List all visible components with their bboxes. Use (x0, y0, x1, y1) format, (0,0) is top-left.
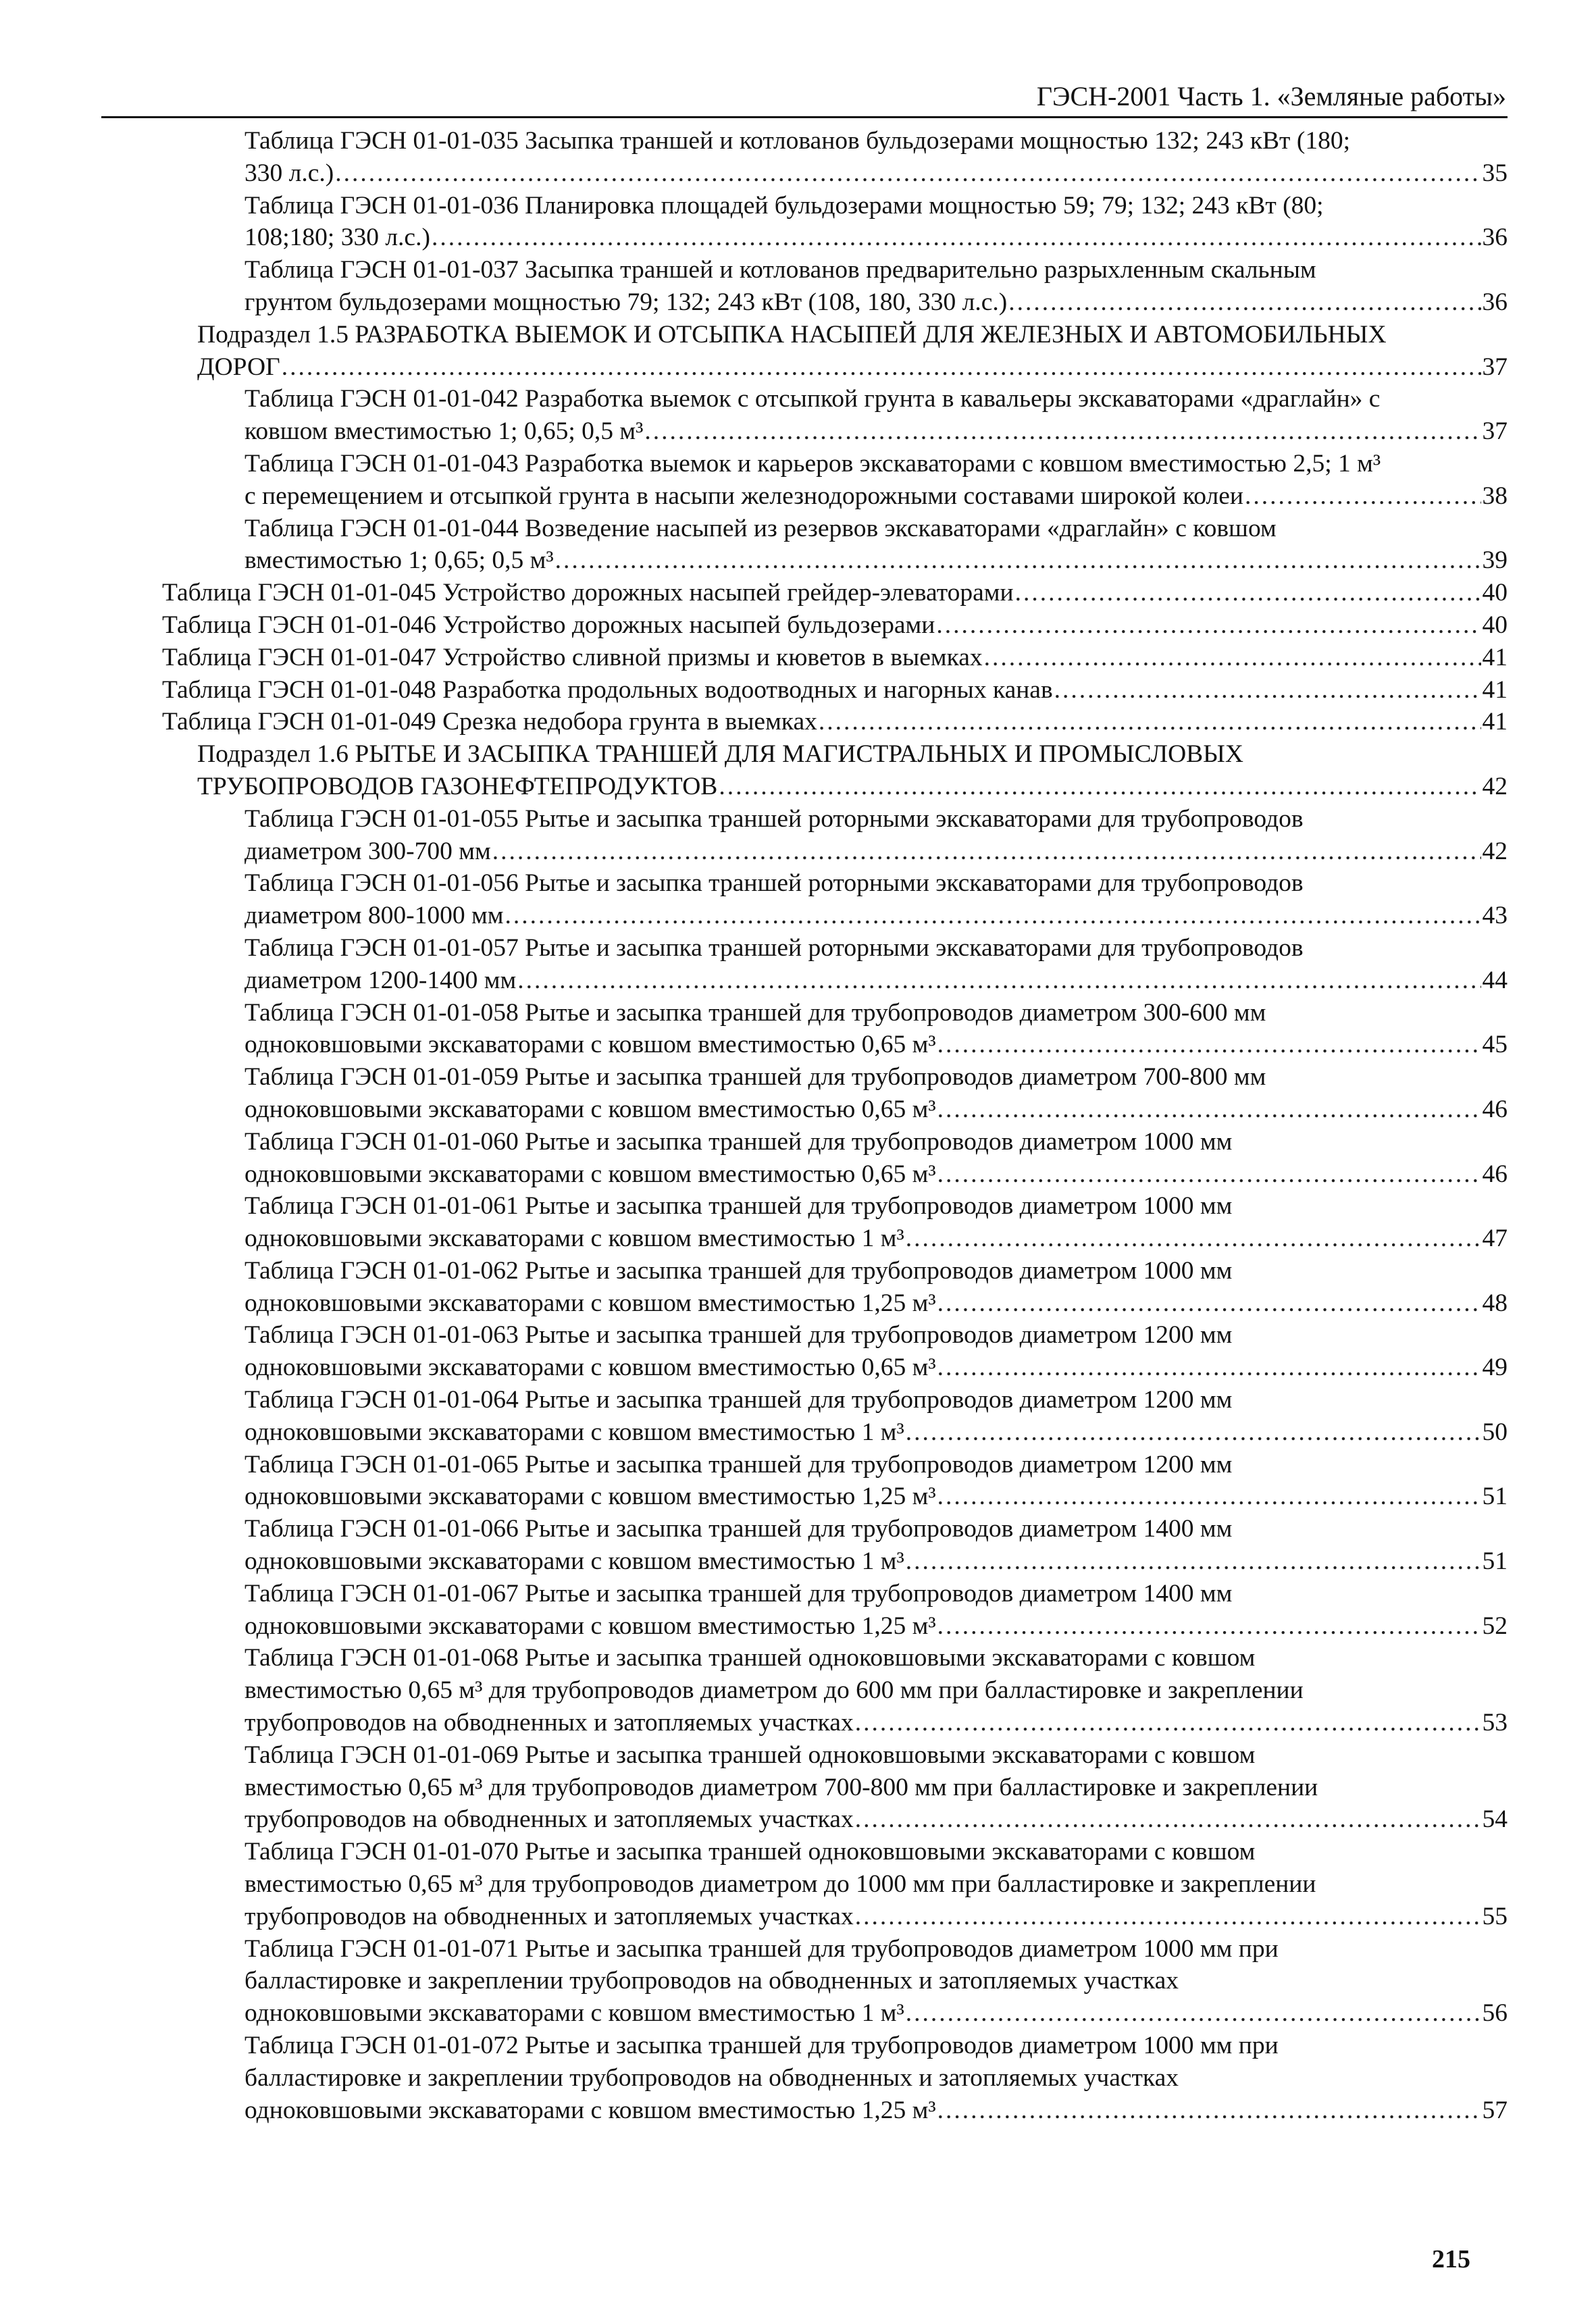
toc-page-number: 37 (1482, 417, 1508, 446)
header-rule (101, 116, 1508, 118)
toc-entry-text-line: одноковшовыми экскаваторами с ковшом вместимостью 1 м³ (244, 1547, 904, 1576)
toc-page-number: 51 (1482, 1483, 1508, 1511)
toc-entry-text-line: Таблица ГЭСН 01-01-049 Срезка недобора грунта в выемках (162, 708, 817, 736)
toc-entry-text-line: вместимостью 0,65 м³ для трубопроводов диаметром до 600 мм при балластировке и закреплении (244, 1676, 1304, 1705)
toc-subsection[interactable] (101, 319, 1508, 384)
toc-page-number: 45 (1482, 1031, 1508, 1059)
toc-entry-text-line: Таблица ГЭСН 01-01-064 Рытье и засыпка траншей для трубопроводов диаметром 1200 мм (244, 1386, 1233, 1414)
toc-page-number: 36 (1482, 224, 1508, 252)
dot-leader (1008, 286, 1481, 319)
toc-entry-text-line: одноковшовыми экскаваторами с ковшом вместимостью 0,65 м³ (244, 1354, 936, 1382)
toc-entry[interactable] (101, 254, 1508, 319)
toc-entry-text-line: балластировке и закреплении трубопроводов на обводненных и затопляемых участках (244, 1967, 1179, 1995)
toc-entry-text-line: одноковшовыми экскаваторами с ковшом вместимостью 0,65 м³ (244, 1031, 936, 1059)
toc-entry-text-line: одноковшовыми экскаваторами с ковшом вместимостью 1,25 м³ (244, 1289, 936, 1317)
dot-leader (855, 1803, 1481, 1836)
toc-entry-text-line: Таблица ГЭСН 01-01-070 Рытье и засыпка траншей одноковшовыми экскаваторами с ковшом (244, 1838, 1256, 1866)
toc-page-number: 46 (1482, 1095, 1508, 1123)
dot-leader (432, 222, 1481, 254)
toc-entry[interactable] (101, 997, 1508, 1062)
dot-leader (855, 1901, 1481, 1933)
toc-page-number: 46 (1482, 1160, 1508, 1188)
toc-entry-text-line: Подраздел 1.5 РАЗРАБОТКА ВЫЕМОК И ОТСЫПКА НАСЫПЕЙ ДЛЯ ЖЕЛЕЗНЫХ И АВТОМОБИЛЬНЫХ (197, 320, 1387, 349)
dot-leader (984, 642, 1481, 674)
dot-leader (1054, 674, 1481, 706)
dot-leader (719, 771, 1481, 803)
dot-leader (644, 415, 1481, 448)
toc-entry-text-line: Таблица ГЭСН 01-01-069 Рытье и засыпка траншей одноковшовыми экскаваторами с ковшом (244, 1741, 1256, 1769)
toc-entry-text-line: Таблица ГЭСН 01-01-065 Рытье и засыпка траншей для трубопроводов диаметром 1200 мм (244, 1450, 1233, 1479)
toc-entry[interactable] (101, 867, 1508, 932)
toc-entry[interactable] (101, 1061, 1508, 1126)
toc-entry[interactable] (101, 1255, 1508, 1320)
toc-page-number: 49 (1482, 1354, 1508, 1382)
dot-leader (937, 1287, 1481, 1320)
toc-entry[interactable] (101, 513, 1508, 577)
toc-entry-text-line: Таблица ГЭСН 01-01-045 Устройство дорожных насыпей грейдер-элеваторами (162, 579, 1014, 607)
toc-page-number: 44 (1482, 966, 1508, 994)
dot-leader (1245, 480, 1481, 513)
toc-entry[interactable] (101, 1642, 1508, 1739)
toc-page-number: 48 (1482, 1289, 1508, 1317)
toc-page-number: 41 (1482, 708, 1508, 736)
toc-entry[interactable] (101, 706, 1508, 738)
toc-page-number: 41 (1482, 643, 1508, 671)
toc-entry[interactable] (101, 190, 1508, 255)
toc-page-number: 37 (1482, 353, 1508, 381)
toc-entry-text-line: одноковшовыми экскаваторами с ковшом вместимостью 0,65 м³ (244, 1095, 936, 1123)
dot-leader (505, 900, 1481, 932)
toc-entry-text-line: Подраздел 1.6 РЫТЬЕ И ЗАСЫПКА ТРАНШЕЙ ДЛЯ МАГИСТРАЛЬНЫХ И ПРОМЫСЛОВЫХ (197, 740, 1243, 769)
dot-leader (906, 1416, 1481, 1449)
toc-entry-text-line: диаметром 1200-1400 мм (244, 966, 517, 994)
toc-entry-text-line: одноковшовыми экскаваторами с ковшом вместимостью 0,65 м³ (244, 1160, 936, 1188)
toc-entry-text-line: Таблица ГЭСН 01-01-043 Разработка выемок и карьеров экскаваторами с ковшом вместимостью 2,5; 1 м³ (244, 449, 1381, 478)
dot-leader (855, 1707, 1481, 1739)
toc-entry-text-line: 108;180; 330 л.с.) (244, 224, 430, 252)
toc-entry[interactable] (101, 125, 1508, 190)
toc-page-number: 50 (1482, 1418, 1508, 1446)
toc-page-number: 40 (1482, 579, 1508, 607)
dot-leader (282, 351, 1481, 384)
toc-entry-text-line: Таблица ГЭСН 01-01-058 Рытье и засыпка траншей для трубопроводов диаметром 300-600 мм (244, 998, 1266, 1027)
toc-entry[interactable] (101, 1319, 1508, 1384)
toc-page-number: 35 (1482, 159, 1508, 187)
dot-leader (937, 1094, 1481, 1126)
toc-entry-text-line: вместимостью 0,65 м³ для трубопроводов диаметром 700-800 мм при балластировке и закреплении (244, 1773, 1318, 1801)
toc-entry[interactable] (101, 1449, 1508, 1514)
dot-leader (937, 1610, 1481, 1643)
toc-entry-text-line: диаметром 300-700 мм (244, 837, 491, 865)
toc-entry-text-line: вместимостью 1; 0,65; 0,5 м³ (244, 546, 554, 575)
toc-entry-text-line: одноковшовыми экскаваторами с ковшом вместимостью 1 м³ (244, 1225, 904, 1253)
toc-entry-text-line: Таблица ГЭСН 01-01-035 Засыпка траншей и котлованов бульдозерами мощностью 132; 243 кВт (180; (244, 127, 1350, 155)
toc-entry[interactable] (101, 932, 1508, 997)
toc-entry-text-line: Таблица ГЭСН 01-01-060 Рытье и засыпка траншей для трубопроводов диаметром 1000 мм (244, 1127, 1233, 1156)
toc-entry-text-line: одноковшовыми экскаваторами с ковшом вместимостью 1,25 м³ (244, 2096, 936, 2124)
toc-entry[interactable] (101, 1513, 1508, 1578)
dot-leader (937, 2094, 1481, 2127)
toc-page-number: 54 (1482, 1805, 1508, 1834)
toc-entry-text-line: Таблица ГЭСН 01-01-072 Рытье и засыпка траншей для трубопроводов диаметром 1000 мм при (244, 2032, 1279, 2060)
toc-entry-text-line: с перемещением и отсыпкой грунта в насыпи железнодорожными составами широкой колеи (244, 482, 1243, 510)
dot-leader (555, 544, 1481, 577)
toc-entry-text-line: трубопроводов на обводненных и затопляемых участках (244, 1805, 854, 1834)
toc-entry[interactable] (101, 674, 1508, 706)
toc-entry-text-line: Таблица ГЭСН 01-01-042 Разработка выемок с отсыпкой грунта в кавальеры экскаваторами «драглайн» с (244, 385, 1381, 413)
toc-entry[interactable] (101, 448, 1508, 513)
page-number: 215 (1432, 2245, 1470, 2273)
dot-leader (937, 1352, 1481, 1384)
dot-leader (937, 1481, 1481, 1513)
toc-entry-text-line: одноковшовыми экскаваторами с ковшом вместимостью 1 м³ (244, 1999, 904, 2028)
toc-entry[interactable] (101, 609, 1508, 642)
toc-subsection[interactable] (101, 738, 1508, 803)
toc-page-number: 55 (1482, 1902, 1508, 1930)
toc-page-number: 47 (1482, 1225, 1508, 1253)
toc-page-number: 43 (1482, 902, 1508, 930)
toc-page-number: 38 (1482, 482, 1508, 510)
toc-entry-text-line: одноковшовыми экскаваторами с ковшом вместимостью 1,25 м³ (244, 1612, 936, 1640)
dot-leader (517, 965, 1481, 997)
toc-entry[interactable] (101, 1836, 1508, 1932)
dot-leader (492, 835, 1481, 868)
running-header: ГЭСН-2001 Часть 1. «Земляные работы» (1036, 81, 1506, 111)
toc-page-number: 56 (1482, 1999, 1508, 2028)
toc-entry-text-line: Таблица ГЭСН 01-01-066 Рытье и засыпка траншей для трубопроводов диаметром 1400 мм (244, 1515, 1233, 1543)
toc-entry-text-line: вместимостью 0,65 м³ для трубопроводов диаметром до 1000 мм при балластировке и закреплении (244, 1870, 1316, 1899)
table-of-contents (101, 125, 1508, 2126)
toc-entry[interactable] (101, 1190, 1508, 1255)
dot-leader (906, 1997, 1481, 2030)
toc-entry-text-line: Таблица ГЭСН 01-01-063 Рытье и засыпка траншей для трубопроводов диаметром 1200 мм (244, 1321, 1233, 1349)
dot-leader (906, 1223, 1481, 1255)
toc-page-number: 41 (1482, 675, 1508, 704)
toc-entry[interactable] (101, 642, 1508, 674)
toc-entry[interactable] (101, 2030, 1508, 2126)
toc-entry[interactable] (101, 1384, 1508, 1449)
toc-page-number: 42 (1482, 772, 1508, 800)
toc-entry-text-line: Таблица ГЭСН 01-01-062 Рытье и засыпка траншей для трубопроводов диаметром 1000 мм (244, 1256, 1233, 1285)
dot-leader (819, 706, 1481, 738)
toc-entry-text-line: балластировке и закреплении трубопроводов на обводненных и затопляемых участках (244, 2063, 1179, 2092)
toc-entry[interactable] (101, 803, 1508, 868)
toc-entry[interactable] (101, 1739, 1508, 1836)
toc-entry-text-line: Таблица ГЭСН 01-01-061 Рытье и засыпка траншей для трубопроводов диаметром 1000 мм (244, 1192, 1233, 1220)
toc-entry-text-line: одноковшовыми экскаваторами с ковшом вместимостью 1 м³ (244, 1418, 904, 1446)
toc-entry-text-line: трубопроводов на обводненных и затопляемых участках (244, 1902, 854, 1930)
dot-leader (936, 609, 1481, 642)
dot-leader (1015, 577, 1481, 609)
toc-entry-text-line: Таблица ГЭСН 01-01-068 Рытье и засыпка траншей одноковшовыми экскаваторами с ковшом (244, 1644, 1256, 1672)
toc-page-number: 57 (1482, 2096, 1508, 2124)
toc-entry-text-line: 330 л.с.) (244, 159, 334, 187)
toc-entry-text-line: Таблица ГЭСН 01-01-044 Возведение насыпей из резервов экскаваторами «драглайн» с ковшом (244, 514, 1277, 542)
toc-entry-text-line: Таблица ГЭСН 01-01-067 Рытье и засыпка траншей для трубопроводов диаметром 1400 мм (244, 1579, 1233, 1608)
toc-entry[interactable] (101, 577, 1508, 609)
dot-leader (937, 1158, 1481, 1191)
toc-entry-text-line: Таблица ГЭСН 01-01-047 Устройство сливной призмы и кюветов в выемках (162, 643, 983, 671)
dot-leader (937, 1029, 1481, 1061)
toc-entry[interactable] (101, 1578, 1508, 1643)
toc-page-number: 53 (1482, 1709, 1508, 1737)
toc-entry-text-line: Таблица ГЭСН 01-01-036 Планировка площадей бульдозерами мощностью 59; 79; 132; 243 кВт (80; (244, 191, 1324, 220)
toc-entry-text-line: диаметром 800-1000 мм (244, 902, 504, 930)
toc-entry-text-line: Таблица ГЭСН 01-01-057 Рытье и засыпка траншей роторными экскаваторами для трубопроводов (244, 933, 1304, 962)
toc-entry[interactable] (101, 1126, 1508, 1191)
toc-entry[interactable] (101, 1933, 1508, 2030)
toc-page-number: 51 (1482, 1547, 1508, 1576)
toc-page-number: 40 (1482, 611, 1508, 639)
toc-entry-text-line: грунтом бульдозерами мощностью 79; 132; 243 кВт (108, 180, 330 л.с.) (244, 288, 1008, 316)
toc-entry-text-line: Таблица ГЭСН 01-01-071 Рытье и засыпка траншей для трубопроводов диаметром 1000 мм при (244, 1934, 1279, 1963)
toc-entry-text-line: Таблица ГЭСН 01-01-055 Рытье и засыпка траншей роторными экскаваторами для трубопроводов (244, 804, 1304, 833)
dot-leader (906, 1545, 1481, 1578)
toc-entry-text-line: Таблица ГЭСН 01-01-059 Рытье и засыпка траншей для трубопроводов диаметром 700-800 мм (244, 1063, 1266, 1091)
toc-entry-text-line: ковшом вместимостью 1; 0,65; 0,5 м³ (244, 417, 644, 446)
toc-entry-text-line: Таблица ГЭСН 01-01-056 Рытье и засыпка траншей роторными экскаваторами для трубопроводов (244, 869, 1304, 898)
toc-entry-text-line: ТРУБОПРОВОДОВ ГАЗОНЕФТЕПРОДУКТОВ (197, 772, 718, 800)
toc-entry[interactable] (101, 383, 1508, 448)
dot-leader (335, 157, 1481, 190)
toc-entry-text-line: Таблица ГЭСН 01-01-046 Устройство дорожных насыпей бульдозерами (162, 611, 935, 639)
toc-entry-text-line: Таблица ГЭСН 01-01-037 Засыпка траншей и котлованов предварительно разрыхленным скальным (244, 256, 1316, 284)
toc-entry-text-line: трубопроводов на обводненных и затопляемых участках (244, 1709, 854, 1737)
toc-entry-text-line: одноковшовыми экскаваторами с ковшом вместимостью 1,25 м³ (244, 1483, 936, 1511)
toc-page-number: 36 (1482, 288, 1508, 316)
toc-entry-text-line: Таблица ГЭСН 01-01-048 Разработка продольных водоотводных и нагорных канав (162, 675, 1053, 704)
toc-page-number: 52 (1482, 1612, 1508, 1640)
toc-entry-text-line: ДОРОГ (197, 353, 280, 381)
toc-page-number: 42 (1482, 837, 1508, 865)
toc-page-number: 39 (1482, 546, 1508, 575)
